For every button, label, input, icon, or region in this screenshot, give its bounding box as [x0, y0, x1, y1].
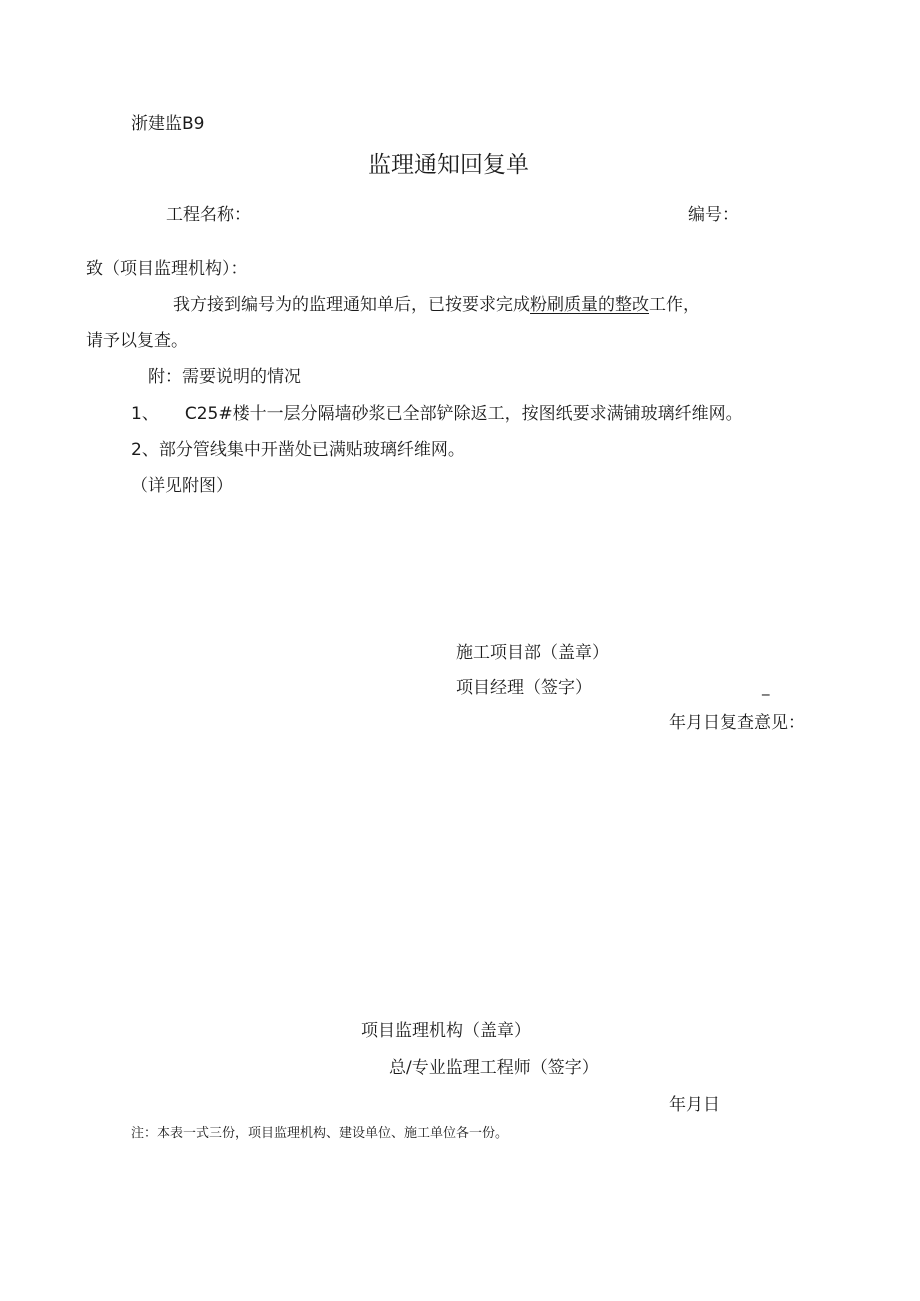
- engineer-sign-label: 总/专业监理工程师（签字）: [389, 1058, 599, 1078]
- footer-note: 注：本表一式三份，项目监理机构、建设单位、施工单位各一份。: [131, 1126, 509, 1141]
- item-number: 1、: [131, 404, 159, 424]
- see-attached-note: （详见附图）: [131, 476, 233, 496]
- contractor-seal-label: 施工项目部（盖章）: [456, 643, 609, 663]
- project-name-label: 工程名称：: [166, 205, 251, 225]
- item-text: 楼十一层分隔墙砂浆已全部铲除返工，按图纸要求满铺玻璃纤维网。: [232, 404, 743, 424]
- body-line-1: [173, 297, 700, 314]
- item-code: C25#: [184, 404, 233, 424]
- body-underlined-text: 粉刷质量的整改: [530, 295, 649, 315]
- number-label: 编号：: [688, 205, 739, 225]
- body-line-2: 请予以复查。: [86, 331, 188, 351]
- supervisor-date-label: 年月日: [669, 1095, 720, 1115]
- supervisor-seal-label: 项目监理机构（盖章）: [361, 1021, 531, 1041]
- manager-sign-label: 项目经理（签字）: [456, 678, 592, 698]
- list-item: [131, 442, 465, 459]
- page-title: 监理通知回复单: [368, 152, 529, 178]
- addressee-line: 致（项目监理机构）：: [86, 259, 248, 279]
- form-code: 浙建监B9: [131, 114, 205, 134]
- item-number: 2、: [131, 440, 159, 460]
- attachment-label: 附：需要说明的情况: [148, 367, 301, 387]
- list-item: [131, 406, 743, 423]
- signature-dash: _: [762, 678, 770, 696]
- body-text-part1: 我方接到编号为的监理通知单后，已按要求完成: [173, 295, 530, 315]
- body-text-part2: 工作，: [649, 295, 700, 315]
- date-review-label: 年月日复查意见：: [669, 713, 805, 733]
- item-text: 部分管线集中开凿处已满贴玻璃纤维网。: [158, 440, 465, 460]
